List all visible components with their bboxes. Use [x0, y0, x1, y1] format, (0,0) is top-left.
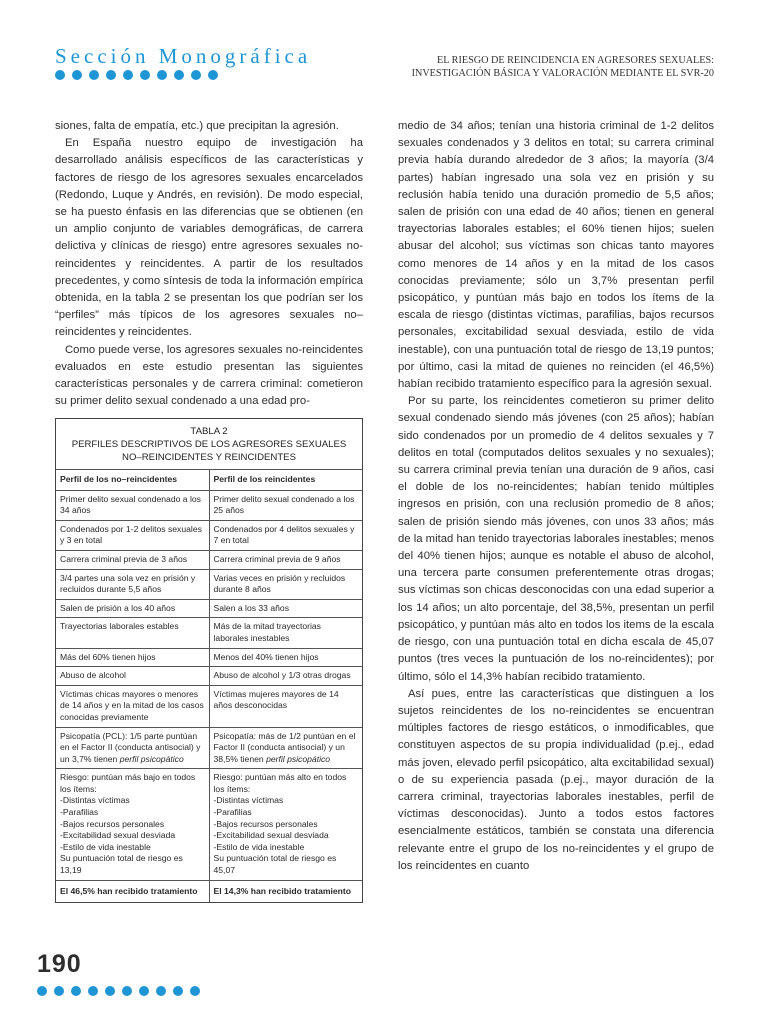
table-cell: El 14,3% han recibido tratamiento — [209, 880, 362, 902]
table-2 — [55, 418, 363, 903]
risk-line: -Parafilias — [213, 807, 252, 818]
table-cell: Menos del 40% tienen hijos — [209, 648, 362, 667]
risk-line: -Bajos recursos personales — [213, 818, 318, 829]
column-header-no-reincidentes: Perfil de los no–reincidentes — [56, 470, 209, 491]
table-row-psychopathy — [56, 727, 362, 769]
table-row-treatment — [56, 880, 362, 902]
table-cell: Trayectorias laborales estables — [56, 618, 209, 648]
paragraph: Como puede verse, los agresores sexuales no-reincidentes evaluados en este estudio presentan las siguientes características personales y de carrera criminal: cometieron su primer delito sexual condenado a una edad pro- — [55, 343, 363, 408]
running-head-line-2: INVESTIGACIÓN BÁSICA Y VALORACIÓN MEDIANTE EL SVR-20 — [411, 68, 714, 79]
risk-line: -Excitabilidad sexual desviada — [60, 830, 176, 841]
paragraph: En España nuestro equipo de investigación ha desarrollado análisis específicos de las características y factores de riesgo de los agresores sexuales encarcelados (Redondo, Luque y Andrés, en revisión). De modo especial, se ha puesto énfasis en las diferencias que se obtienen (en un amplio conjunto de variables demográficas, de carrera delictiva y clínicas de riesgo) entre agresores sexuales no-reincidentes y reincidentes. A partir de los resultados precedentes, y como síntesis de toda la información empírica obtenida, en la tabla 2 se presentan los que podrían ser los “perfiles” más típicos de los agresores sexuales no–reincidentes y reincidentes. — [55, 137, 363, 339]
table-cell — [56, 727, 209, 769]
psychopathy-term: perfil psicopático — [266, 753, 331, 764]
table-row-risk — [56, 769, 362, 880]
table-cell: Más de la mitad trayectorias laborales inestables — [209, 618, 362, 648]
risk-line: -Distintas víctimas — [213, 795, 284, 806]
table-title: PERFILES DESCRIPTIVOS DE LOS AGRESORES SEXUALES — [71, 439, 347, 450]
table-cell — [209, 769, 362, 880]
table-cell: El 46,5% han recibido tratamiento — [56, 880, 209, 902]
risk-line: -Bajos recursos personales — [60, 818, 165, 829]
risk-line: Su puntuación total de riesgo es 45,07 — [213, 853, 337, 876]
table-row — [56, 667, 362, 686]
table-cell: 3/4 partes una sola vez en prisión y recluidos durante 5,5 años — [56, 569, 209, 599]
page-number: 190 — [37, 950, 82, 978]
psychopathy-text: Psicopatía (PCL): 1/5 parte puntúan en el Factor II (conducta antisocial) y un 3,7% tienen — [60, 730, 201, 764]
table-cell: Carrera criminal previa de 9 años — [209, 550, 362, 569]
left-column — [55, 118, 363, 410]
paragraph: Así pues, entre las características que distinguen a los sujetos reincidentes de los no-reincidentes se encuentran múltiples factores de riesgo estáticos, o inmodificables, que constituyen aspectos de su propia individualidad (p.ej., edad más joven, elevado perfil psicopático, alta excitabilidad sexual) o de su experiencia pasada (p.ej., mayor duración de la carrera criminal, trayectorias laborales inestables, perfil de víctimas desconocidas). Junto a todos estos factores esencialmente estáticos, también se constata una diferencia relevante entre el grupo de los no-reincidentes y el grupo de los reincidentes en cuanto — [398, 687, 714, 872]
table-row — [56, 490, 362, 520]
table-cell — [56, 769, 209, 880]
table-cell: Carrera criminal previa de 3 años — [56, 550, 209, 569]
table-row — [56, 520, 362, 550]
table-cell: Primer delito sexual condenado a los 34 años — [56, 490, 209, 520]
risk-line: Riesgo: puntúan más alto en todos los ítems: — [213, 772, 347, 794]
table-cell: Varias veces en prisión y recluidos durante 8 años — [209, 569, 362, 599]
table-cell: Salen de prisión a los 40 años — [56, 599, 209, 618]
risk-line: -Distintas víctimas — [60, 795, 130, 806]
section-title: Sección Monográfica — [55, 44, 312, 68]
risk-line: Riesgo: puntúan más bajo en todos los ítems: — [60, 772, 196, 794]
table-cell: Condenados por 1-2 delitos sexuales y 3 en total — [56, 520, 209, 550]
section-dots — [55, 70, 218, 80]
paragraph: siones, falta de empatía, etc.) que precipitan la agresión. — [55, 120, 339, 132]
risk-line: Su puntuación total de riesgo es 13,19 — [60, 853, 183, 876]
table-number: TABLA 2 — [190, 426, 228, 437]
table-subtitle: NO–REINCIDENTES Y REINCIDENTES — [122, 452, 296, 463]
table-row — [56, 618, 362, 648]
table-cell: Abuso de alcohol y 1/3 otras drogas — [209, 667, 362, 686]
table-cell: Víctimas chicas mayores o menores de 14 años y en la mitad de los casos conocidas previamente — [56, 685, 209, 727]
running-head — [374, 54, 714, 80]
psychopathy-term: perfil psicopático — [119, 753, 184, 764]
footer-dots — [37, 986, 200, 996]
table-row — [56, 599, 362, 618]
table-header-row — [56, 470, 362, 491]
risk-line: -Excitabilidad sexual desviada — [213, 830, 329, 841]
table-row — [56, 648, 362, 667]
risk-line: -Estilo de vida inestable — [60, 841, 151, 852]
table-row — [56, 550, 362, 569]
risk-line: -Estilo de vida inestable — [213, 841, 305, 852]
profiles-table — [56, 469, 362, 902]
psychopathy-text: Psicopatía: más de 1/2 puntúan en el Factor II (conducta antisocial) y un 38,5% tienen — [213, 730, 356, 764]
running-head-line-1: EL RIESGO DE REINCIDENCIA EN AGRESORES SEXUALES: — [437, 55, 714, 66]
table-cell: Condenados por 4 delitos sexuales y 7 en total — [209, 520, 362, 550]
table-row — [56, 685, 362, 727]
right-column — [398, 118, 714, 875]
table-row — [56, 569, 362, 599]
table-caption — [56, 419, 362, 469]
table-cell: Salen a los 33 años — [209, 599, 362, 618]
table-cell: Más del 60% tienen hijos — [56, 648, 209, 667]
risk-line: -Parafilias — [60, 807, 99, 818]
table-cell: Abuso de alcohol — [56, 667, 209, 686]
paragraph: Por su parte, los reincidentes cometieron su primer delito sexual condenado siendo más jóvenes (con 25 años); habían sido condenados por un promedio de 4 delitos sexuales y 7 delitos en total (computados delitos sexuales y no sexuales); su carrera criminal previa tenían una duración de 9 años, casi el doble de los no-reincidentes; habían tenido múltiples ingresos en prisión, con una reclusión promedio de 8 años; salen de prisión siendo más jóvenes, con unos 33 años; más de la mitad han tenido trayectorias laborales inestables; menos del 40% tienen hijos; aunque es notable el abuso de alcohol, una tercera parte consumen preferentemente otras drogas; sus víctimas son chicas desconocidas con una edad superior a los 14 años; un alto porcentaje, del 38,5%, presentan un perfil psicopático, y puntúan más alto en todos los items de la escala de riesgo, con una puntuación total en dicha escala de 45,07 puntos (tres veces la puntuación de los no-reincidentes); por último, sólo el 14,3% habían recibido tratamiento. — [398, 395, 714, 683]
table-cell — [209, 727, 362, 769]
table-cell: Primer delito sexual condenado a los 25 años — [209, 490, 362, 520]
column-header-reincidentes: Perfil de los reincidentes — [209, 470, 362, 491]
paragraph: medio de 34 años; tenían una historia criminal de 1-2 delitos sexuales condenados y 3 delitos en total; su carrera criminal previa había durando alrededor de 3 años; la mayoría (3/4 partes) habían ingresado una sola vez en prisión y su reclusión había tenido una duración promedio de 5,5 años; salen de prisión con una edad de 40 años; tienen en general trayectorias laborales estables; el 60% tienen hijos; suelen abusar del alcohol; sus víctimas son chicas tanto mayores como menores de 14 años y en la mitad de los casos conocidas previamente; sólo un 3,7% presentan perfil psicopático, y puntúan más bajo en todos los ítems de la escala de riesgo (distintas víctimas, parafilias, bajos recursos personales, excitabilidad sexual desviada, estilo de vida inestable), con una puntuación total de riesgo de 13,19 puntos; por último, casi la mitad de quienes no reinciden (el 46,5%) habían recibido tratamiento específico para la agresión sexual. — [398, 120, 714, 391]
table-cell: Víctimas mujeres mayores de 14 años desconocidas — [209, 685, 362, 727]
